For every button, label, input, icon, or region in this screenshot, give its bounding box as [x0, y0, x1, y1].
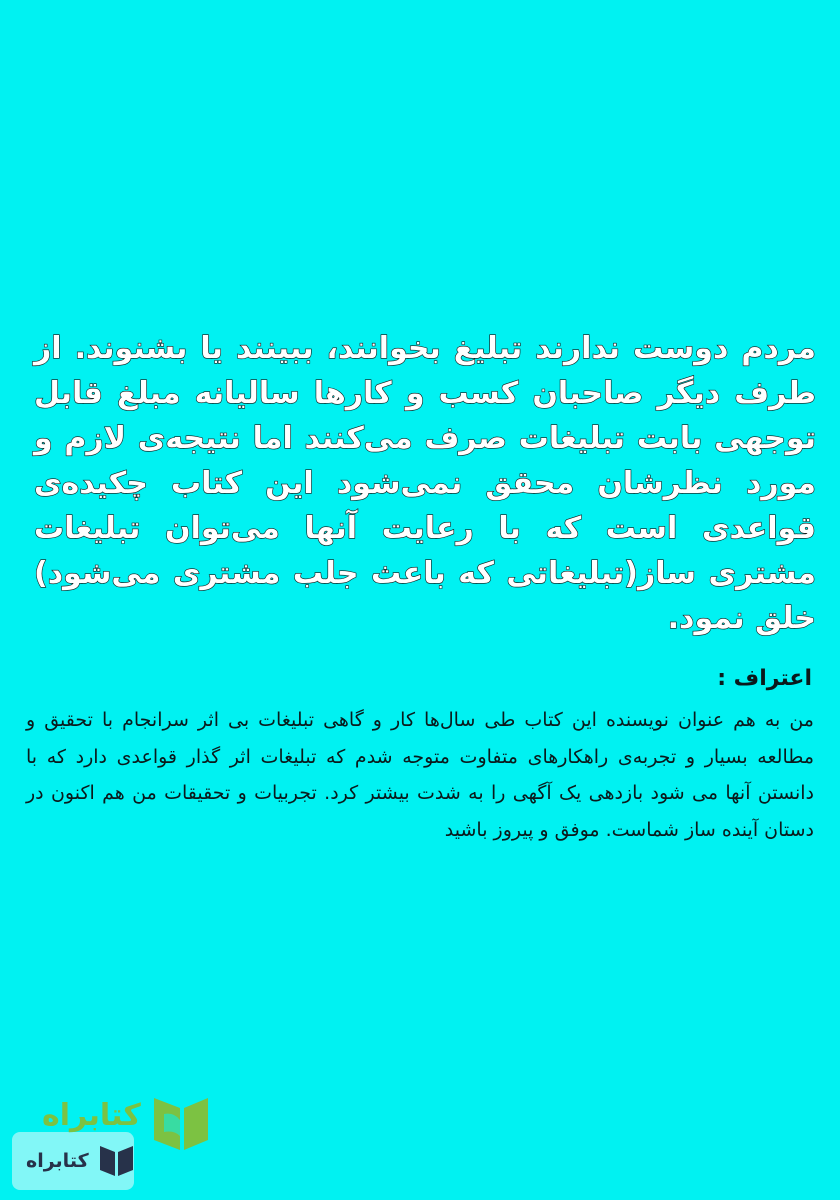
logo-text: کتابراه [42, 1098, 141, 1133]
confession-heading: اعتراف : [717, 666, 812, 691]
ketabrah-logo [12, 1090, 212, 1190]
main-paragraph: مردم دوست ندارند تبلیغ بخوانند، ببینند یا بشنوند. از طرف دیگر صاحبان کسب و کارها سالیانه مبلغ قابل توجهی بابت تبلیغات صرف می‌کنند اما نتیجه‌ی لازم و مورد نظرشان محقق نمی‌شود این کتاب چکیده‌ی قواعدی است که با رعایت آنها می‌توان تبلیغات مشتری ساز(تبلیغاتی که باعث جلب مشتری می‌شود) خلق نمود. [34, 331, 816, 636]
confession-body: من به هم عنوان نویسنده این کتاب طی سال‌ها کار و گاهی تبلیغات بی اثر سرانجام با تحقیق و مطالعه بسیار و تجربه‌ی راهکارهای متفاوت متوجه شدم که تبلیغات اثر گذار قواعدی دارد که با دانستن آنها می شود بازدهی یک آگهی را به شدت بیشتر کرد. تجربیات و تحقیقات من هم اکنون در دستان آینده ساز شماست. موفق و پیروز باشید [26, 709, 814, 841]
book-mark-icon [146, 1092, 212, 1154]
book-mark-small-icon [96, 1142, 136, 1178]
logo-text-small: کتابراه [26, 1150, 89, 1172]
